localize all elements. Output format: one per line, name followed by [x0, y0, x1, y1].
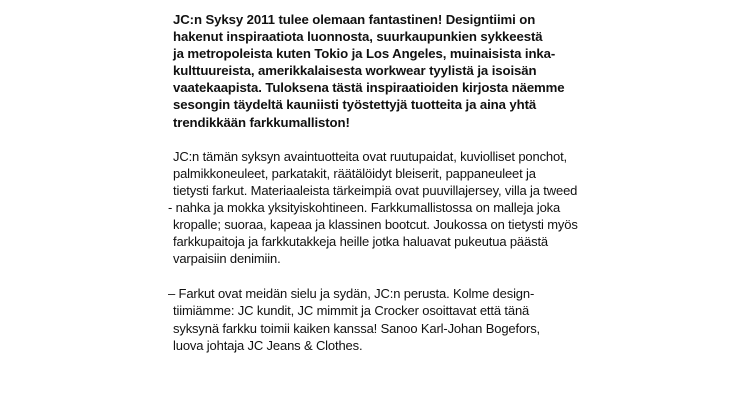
lead-line: vaatekaapista. Tuloksena tästä inspiraatioiden kirjosta näemme — [173, 80, 565, 96]
body-line: luova johtaja JC Jeans & Clothes. — [173, 337, 363, 353]
lead-line: ja metropoleista kuten Tokio ja Los Angeles, muinaisista inka- — [173, 46, 556, 62]
body-line: - nahka ja mokka yksityiskohtineen. Farkkumallistossa on malleja joka — [168, 199, 561, 215]
body-line: palmikkoneuleet, parkatakit, räätälöidyt bleiserit, pappaneuleet ja — [173, 165, 536, 181]
body-line: – Farkut ovat meidän sielu ja sydän, JC:n perusta. Kolme design- — [168, 286, 535, 302]
body-line: farkkupaitoja ja farkkutakkeja heille jotka haluavat pukeutua päästä — [173, 234, 548, 250]
body-line: JC:n tämän syksyn avaintuotteita ovat ruutupaidat, kuviolliset ponchot, — [173, 148, 568, 164]
lead-line: hakenut inspiraatiota luonnosta, suurkaupunkien sykkeestä — [173, 29, 543, 45]
body-paragraph-products — [168, 148, 643, 268]
body-line: varpaisiin denimiin. — [173, 251, 281, 267]
lead-line: JC:n Syksy 2011 tulee olemaan fantastinen! Designtiimi on — [173, 12, 536, 27]
body-line: kropalle; suoraa, kapeaa ja klassinen bootcut. Joukossa on tietysti myös — [173, 217, 578, 233]
body-line: tietysti farkut. Materiaaleista tärkeimpiä ovat puuvillajersey, villa ja tweed — [173, 182, 578, 198]
body-line: syksynä farkku toimii kaiken kanssa! Sanoo Karl-Johan Bogefors, — [173, 320, 541, 336]
lead-line: kulttuureista, amerikkalaisesta workwear tyylistä ja isoisän — [173, 63, 537, 79]
body-line: tiimiämme: JC kundit, JC mimmit ja Crocker osoittavat että tänä — [173, 303, 530, 319]
lead-line: trendikkään farkkumalliston! — [173, 114, 350, 130]
body-paragraph-quote — [168, 285, 643, 353]
lead-line: sesongin täydeltä kauniisti työstettyjä tuotteita ja aina yhtä — [173, 97, 537, 113]
lead-paragraph — [173, 11, 643, 131]
article-body — [168, 11, 643, 354]
